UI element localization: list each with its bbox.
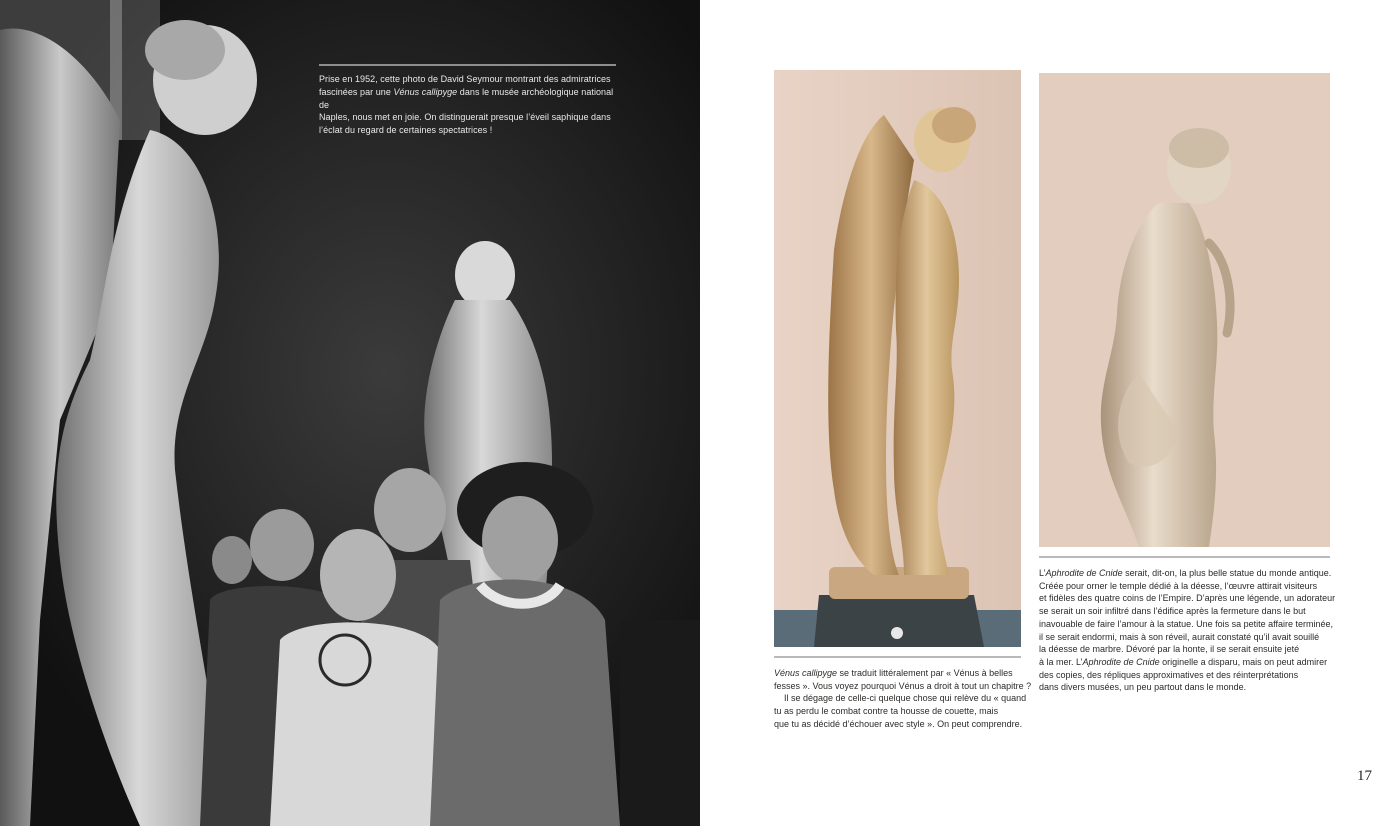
caption-line: Naples, nous met en joie. On distinguerait presque l’éveil saphique dans: [319, 112, 611, 123]
page-number: 17: [1357, 768, 1372, 784]
photo-caption: [319, 73, 619, 137]
venus-statue-illustration: [774, 70, 1021, 647]
caption-line: et fidèles des quatre coins de l’Empire. D’après une légende, un adorateur: [1039, 593, 1336, 604]
caption-line: Prise en 1952, cette photo de David Seymour montrant des admiratrices: [319, 74, 611, 84]
caption-italic: Aphrodite de Cnide: [1082, 656, 1160, 667]
caption-line: Il se dégage de celle-ci quelque chose qui relève du « quand: [784, 693, 1027, 704]
caption-line: tu as perdu le combat contre ta housse de couette, mais: [774, 706, 999, 717]
caption-line: dans divers musées, un peu partout dans le monde.: [1039, 682, 1247, 693]
caption-line: des copies, des répliques approximatives et des réinterprétations: [1039, 669, 1299, 680]
caption-rule: [774, 656, 1021, 658]
caption-italic: Vénus callipyge: [774, 668, 838, 678]
aphrodite-statue-illustration: [1039, 73, 1330, 547]
caption-line: inavouable de faire l’amour à la statue. Une fois sa petite affaire terminée,: [1039, 618, 1334, 629]
caption-line: il se serait endormi, mais à son réveil, aurait constaté qu’il avait souillé: [1039, 631, 1320, 642]
aphrodite-caption: [1039, 567, 1335, 694]
caption-line: se traduit littéralement par « Vénus à belles: [837, 668, 1013, 678]
caption-rule: [319, 64, 616, 66]
caption-italic: Vénus callipyge: [393, 86, 458, 97]
caption-line: l’éclat du regard de certaines spectatrices !: [319, 125, 493, 136]
caption-line: fesses ». Vous voyez pourquoi Vénus a droit à tout un chapitre ?: [774, 680, 1032, 691]
caption-line: originelle a disparu, mais on peut admirer: [1159, 656, 1328, 667]
caption-line: L’: [1039, 568, 1046, 578]
venus-callipyge-photo: [774, 70, 1021, 647]
caption-line: la déesse de marbre. Dévoré par la honte, il se serait ensuite jeté: [1039, 644, 1300, 655]
aphrodite-de-cnide-photo: [1039, 73, 1330, 547]
caption-line: se serait un soir infiltré dans l’édifice après la fermeture dans le but: [1039, 606, 1306, 617]
caption-rule: [1039, 556, 1330, 558]
caption-line: Créée pour orner le temple dédié à la déesse, l’œuvre attirait visiteurs: [1039, 580, 1318, 591]
caption-line: à la mer. L’: [1039, 656, 1083, 667]
caption-line: que tu as décidé d’échouer avec style ». On peut comprendre.: [774, 718, 1023, 729]
venus-caption: [774, 667, 1032, 731]
caption-line: serait, dit-on, la plus belle statue du monde antique.: [1122, 568, 1332, 578]
caption-italic: Aphrodite de Cnide: [1045, 568, 1123, 578]
caption-line: fascinées par une: [319, 86, 394, 97]
caption-line: dans le musée archéologique national de: [319, 86, 614, 110]
